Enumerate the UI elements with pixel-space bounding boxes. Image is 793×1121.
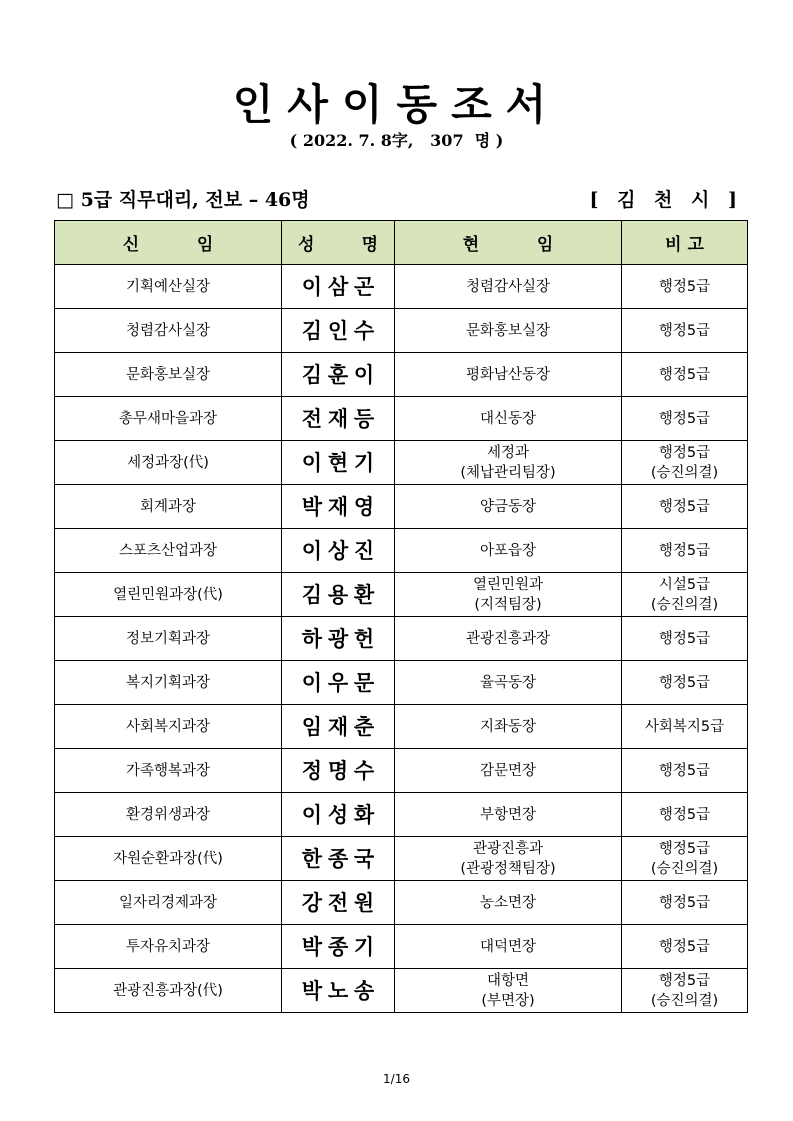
table-row bbox=[55, 397, 748, 441]
header-name-char: 명 bbox=[361, 235, 378, 255]
table-row bbox=[55, 617, 748, 661]
name-cell bbox=[282, 441, 395, 485]
name-char: 진 bbox=[353, 537, 375, 563]
current-post-line: 관광진흥과 bbox=[472, 840, 544, 857]
remarks-cell bbox=[622, 969, 748, 1013]
remarks-cell bbox=[622, 573, 748, 617]
remarks-line: 시설5급 bbox=[658, 576, 711, 593]
document-title: 인사이동조서 bbox=[232, 80, 561, 129]
name-cell bbox=[282, 353, 395, 397]
name-cell bbox=[282, 881, 395, 925]
current-post-line: 평화남산동장 bbox=[465, 366, 551, 383]
name-cell bbox=[282, 573, 395, 617]
new-post-cell: 사회복지과장 bbox=[55, 705, 282, 749]
name-char: 영 bbox=[353, 493, 375, 519]
current-post-line: 대신동장 bbox=[479, 410, 537, 427]
new-post-cell: 일자리경제과장 bbox=[55, 881, 282, 925]
current-post-line: (지적팀장) bbox=[474, 596, 542, 613]
name-cell bbox=[282, 397, 395, 441]
table-row bbox=[55, 353, 748, 397]
current-post-cell bbox=[395, 837, 622, 881]
name-char: 이 bbox=[301, 449, 323, 475]
current-post-cell bbox=[395, 969, 622, 1013]
remarks-line: 행정5급 bbox=[658, 972, 711, 989]
name-char: 문 bbox=[353, 669, 375, 695]
name-char: 이 bbox=[301, 669, 323, 695]
name-cell bbox=[282, 485, 395, 529]
name-char: 국 bbox=[353, 845, 375, 871]
remarks-cell bbox=[622, 837, 748, 881]
remarks-cell bbox=[622, 881, 748, 925]
header-current-post-char: 현 bbox=[462, 235, 480, 255]
current-post-cell bbox=[395, 881, 622, 925]
remarks-line: 행정5급 bbox=[658, 894, 711, 911]
remarks-line: (승진의결) bbox=[650, 464, 719, 481]
remarks-cell bbox=[622, 661, 748, 705]
new-post-cell: 문화홍보실장 bbox=[55, 353, 282, 397]
name-char: 환 bbox=[353, 581, 375, 607]
table-row bbox=[55, 925, 748, 969]
remarks-line: 행정5급 bbox=[658, 410, 711, 427]
name-char: 명 bbox=[327, 757, 349, 783]
current-post-cell bbox=[395, 353, 622, 397]
header-new-post-char: 신 bbox=[122, 235, 140, 255]
remarks-line: (승진의결) bbox=[650, 596, 719, 613]
table-body bbox=[55, 265, 748, 1013]
current-post-line: (체납관리팀장) bbox=[460, 464, 556, 481]
name-char: 등 bbox=[353, 405, 375, 431]
name-char: 재 bbox=[327, 405, 349, 431]
current-post-line: 농소면장 bbox=[479, 894, 537, 911]
name-char: 노 bbox=[327, 977, 349, 1003]
current-post-line: 대항면 bbox=[486, 972, 530, 989]
name-char: 삼 bbox=[327, 273, 349, 299]
name-cell bbox=[282, 529, 395, 573]
section-heading: □ 5급 직무대리, 전보 – 46명 bbox=[56, 189, 310, 211]
name-char: 기 bbox=[353, 449, 375, 475]
header-remarks-char: 고 bbox=[687, 235, 704, 255]
name-char: 이 bbox=[301, 537, 323, 563]
page-indicator: 1/16 bbox=[383, 1072, 410, 1086]
current-post-line: (관광정책팀장) bbox=[460, 860, 556, 877]
table-row bbox=[55, 793, 748, 837]
remarks-line: 행정5급 bbox=[658, 762, 711, 779]
name-char: 우 bbox=[327, 669, 349, 695]
remarks-line: 행정5급 bbox=[658, 542, 711, 559]
name-char: 이 bbox=[301, 801, 323, 827]
name-cell bbox=[282, 265, 395, 309]
header-new-post bbox=[55, 221, 282, 265]
table-row bbox=[55, 573, 748, 617]
name-char: 재 bbox=[327, 493, 349, 519]
name-cell bbox=[282, 705, 395, 749]
new-post-cell: 청렴감사실장 bbox=[55, 309, 282, 353]
table-row bbox=[55, 881, 748, 925]
remarks-cell bbox=[622, 397, 748, 441]
name-char: 춘 bbox=[353, 713, 375, 739]
name-cell bbox=[282, 969, 395, 1013]
table-row bbox=[55, 441, 748, 485]
name-char: 수 bbox=[353, 757, 375, 783]
new-post-cell: 열린민원과장(代) bbox=[55, 573, 282, 617]
document-subtitle: ( 2022. 7. 8字, 307 명 ) bbox=[289, 131, 504, 150]
table-header-row bbox=[55, 221, 748, 265]
current-post-line: 문화홍보실장 bbox=[465, 322, 551, 339]
name-char: 한 bbox=[301, 845, 323, 871]
current-post-line: 감문면장 bbox=[479, 762, 537, 779]
table-row bbox=[55, 265, 748, 309]
header-new-post-char: 임 bbox=[196, 235, 214, 255]
current-post-line: 부항면장 bbox=[479, 806, 537, 823]
current-post-cell bbox=[395, 617, 622, 661]
name-char: 이 bbox=[301, 273, 323, 299]
remarks-cell bbox=[622, 529, 748, 573]
remarks-cell bbox=[622, 793, 748, 837]
remarks-line: 사회복지5급 bbox=[644, 718, 725, 735]
name-char: 정 bbox=[301, 757, 323, 783]
remarks-line: 행정5급 bbox=[658, 498, 711, 515]
name-cell bbox=[282, 837, 395, 881]
current-post-cell bbox=[395, 749, 622, 793]
name-char: 헌 bbox=[353, 625, 375, 651]
name-char: 박 bbox=[301, 493, 323, 519]
table-row bbox=[55, 529, 748, 573]
new-post-cell: 총무새마을과장 bbox=[55, 397, 282, 441]
remarks-line: 행정5급 bbox=[658, 366, 711, 383]
remarks-cell bbox=[622, 441, 748, 485]
name-cell bbox=[282, 661, 395, 705]
new-post-cell: 세정과장(代) bbox=[55, 441, 282, 485]
name-char: 전 bbox=[301, 405, 323, 431]
remarks-line: 행정5급 bbox=[658, 938, 711, 955]
new-post-cell: 회계과장 bbox=[55, 485, 282, 529]
remarks-line: 행정5급 bbox=[658, 806, 711, 823]
personnel-table bbox=[54, 220, 748, 1013]
remarks-line: 행정5급 bbox=[658, 840, 711, 857]
name-char: 기 bbox=[353, 933, 375, 959]
remarks-line: 행정5급 bbox=[658, 278, 711, 295]
remarks-cell bbox=[622, 309, 748, 353]
name-char: 현 bbox=[327, 449, 349, 475]
table-row bbox=[55, 969, 748, 1013]
header-remarks-char: 비 bbox=[665, 235, 682, 255]
name-char: 김 bbox=[301, 581, 323, 607]
current-post-cell bbox=[395, 265, 622, 309]
remarks-line: (승진의결) bbox=[650, 992, 719, 1009]
current-post-cell bbox=[395, 661, 622, 705]
current-post-cell bbox=[395, 309, 622, 353]
current-post-cell bbox=[395, 397, 622, 441]
new-post-cell: 투자유치과장 bbox=[55, 925, 282, 969]
name-char: 종 bbox=[327, 845, 349, 871]
current-post-line: 대덕면장 bbox=[479, 938, 537, 955]
table-row bbox=[55, 309, 748, 353]
new-post-cell: 기획예산실장 bbox=[55, 265, 282, 309]
table-row bbox=[55, 705, 748, 749]
name-char: 재 bbox=[327, 713, 349, 739]
current-post-line: 양금동장 bbox=[479, 498, 537, 515]
remarks-cell bbox=[622, 749, 748, 793]
new-post-cell: 자원순환과장(代) bbox=[55, 837, 282, 881]
header-remarks bbox=[622, 221, 748, 265]
name-char: 화 bbox=[353, 801, 375, 827]
current-post-line: 열린민원과 bbox=[472, 576, 544, 593]
remarks-cell bbox=[622, 617, 748, 661]
name-char: 수 bbox=[353, 317, 375, 343]
remarks-cell bbox=[622, 353, 748, 397]
new-post-cell: 스포츠산업과장 bbox=[55, 529, 282, 573]
table-row bbox=[55, 749, 748, 793]
current-post-cell bbox=[395, 705, 622, 749]
current-post-line: 관광진흥과장 bbox=[465, 630, 551, 647]
name-char: 김 bbox=[301, 361, 323, 387]
new-post-cell: 환경위생과장 bbox=[55, 793, 282, 837]
name-char: 강 bbox=[301, 889, 323, 915]
name-char: 광 bbox=[327, 625, 349, 651]
name-cell bbox=[282, 925, 395, 969]
header-name bbox=[282, 221, 395, 265]
name-char: 전 bbox=[327, 889, 349, 915]
current-post-line: 아포읍장 bbox=[479, 542, 537, 559]
new-post-cell: 관광진흥과장(代) bbox=[55, 969, 282, 1013]
name-char: 박 bbox=[301, 933, 323, 959]
table-row bbox=[55, 837, 748, 881]
table-row bbox=[55, 661, 748, 705]
name-cell bbox=[282, 793, 395, 837]
remarks-line: (승진의결) bbox=[650, 860, 719, 877]
name-char: 하 bbox=[301, 625, 323, 651]
name-char: 송 bbox=[353, 977, 375, 1003]
remarks-cell bbox=[622, 265, 748, 309]
name-char: 곤 bbox=[353, 273, 375, 299]
header-current-post-char: 임 bbox=[536, 235, 554, 255]
name-cell bbox=[282, 309, 395, 353]
name-char: 인 bbox=[327, 317, 349, 343]
current-post-line: 세정과 bbox=[486, 444, 530, 461]
remarks-line: 행정5급 bbox=[658, 630, 711, 647]
remarks-line: 행정5급 bbox=[658, 674, 711, 691]
name-char: 원 bbox=[353, 889, 375, 915]
current-post-cell bbox=[395, 573, 622, 617]
new-post-cell: 복지기획과장 bbox=[55, 661, 282, 705]
organization-label: [ 김 천 시 ] bbox=[589, 189, 743, 211]
name-char: 종 bbox=[327, 933, 349, 959]
name-char: 상 bbox=[327, 537, 349, 563]
current-post-line: (부면장) bbox=[481, 992, 535, 1009]
name-char: 이 bbox=[353, 361, 375, 387]
new-post-cell: 정보기획과장 bbox=[55, 617, 282, 661]
current-post-cell bbox=[395, 793, 622, 837]
name-char: 훈 bbox=[327, 361, 349, 387]
current-post-line: 율곡동장 bbox=[479, 674, 537, 691]
new-post-cell: 가족행복과장 bbox=[55, 749, 282, 793]
remarks-cell bbox=[622, 925, 748, 969]
name-char: 박 bbox=[301, 977, 323, 1003]
current-post-cell bbox=[395, 485, 622, 529]
header-current-post bbox=[395, 221, 622, 265]
name-char: 용 bbox=[327, 581, 349, 607]
current-post-line: 청렴감사실장 bbox=[465, 278, 551, 295]
name-char: 성 bbox=[327, 801, 349, 827]
current-post-line: 지좌동장 bbox=[479, 718, 537, 735]
remarks-line: 행정5급 bbox=[658, 322, 711, 339]
current-post-cell bbox=[395, 441, 622, 485]
remarks-cell bbox=[622, 485, 748, 529]
remarks-cell bbox=[622, 705, 748, 749]
current-post-cell bbox=[395, 925, 622, 969]
remarks-line: 행정5급 bbox=[658, 444, 711, 461]
name-cell bbox=[282, 617, 395, 661]
table-row bbox=[55, 485, 748, 529]
name-char: 김 bbox=[301, 317, 323, 343]
name-char: 임 bbox=[301, 713, 323, 739]
name-cell bbox=[282, 749, 395, 793]
current-post-cell bbox=[395, 529, 622, 573]
header-name-char: 성 bbox=[298, 235, 315, 255]
